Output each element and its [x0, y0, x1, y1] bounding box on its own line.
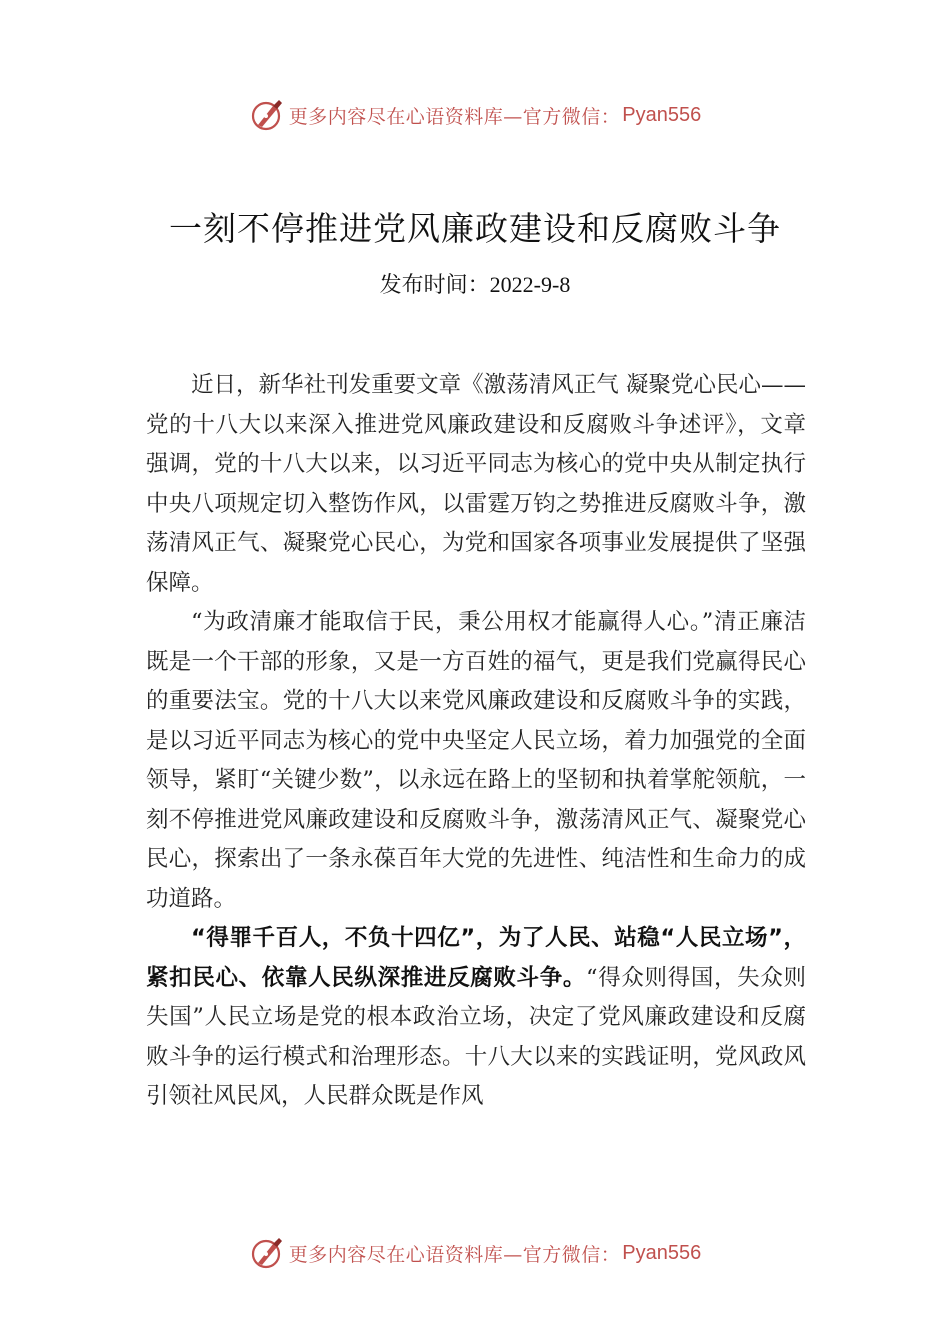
pen-logo-icon [249, 97, 285, 133]
footer-watermark [0, 1233, 950, 1273]
watermark-text: 更多内容尽在心语资料库—官方微信： [288, 1243, 621, 1266]
paragraph-3-text: “得众则得国，失众则失国”人民立场是党的根本政治立场，决定了党风廉政建设和反腐败斗争的运行模式和治理形态。十八大以来的实践证明，党风政风引领社风民风，人民群众既是作风 [146, 964, 806, 1109]
article-body [146, 366, 806, 1117]
pen-logo-icon [249, 1235, 285, 1271]
paragraph-3-bold-lead: “得罪千百人，不负十四亿”，为了人民、站稳“人民立场”，紧扣民心、依靠人民纵深推进反腐败斗争。 [146, 925, 806, 991]
paragraph-1: 近日，新华社刊发重要文章《激荡清风正气 凝聚党心民心——党的十八大以来深入推进党风廉政建设和反腐败斗争述评》，文章强调，党的十八大以来，以习近平同志为核心的党中央从制定执行中央八项规定切入整饬作风，以雷霆万钧之势推进反腐败斗争，激荡清风正气、凝聚党心民心，为党和国家各项事业发展提供了坚强保障。 [146, 372, 806, 596]
watermark-wechat-id: Pyan556 [622, 1241, 702, 1264]
publish-date-label: 发布时间： [379, 273, 490, 298]
publish-date [0, 268, 950, 299]
watermark-text: 更多内容尽在心语资料库—官方微信： [288, 105, 621, 128]
header-watermark [0, 95, 950, 135]
watermark-wechat-id: Pyan556 [622, 103, 702, 126]
article-title: 一刻不停推进党风廉政建设和反腐败斗争 [169, 209, 781, 248]
publish-date-value: 2022-9-8 [489, 272, 571, 297]
paragraph-2: “为政清廉才能取信于民，秉公用权才能赢得人心。”清正廉洁既是一个干部的形象，又是一方百姓的福气，更是我们党赢得民心的重要法宝。党的十八大以来党风廉政建设和反腐败斗争的实践，是以习近平同志为核心的党中央坚定人民立场，着力加强党的全面领导，紧盯“关键少数”，以永远在路上的坚韧和执着掌舵领航，一刻不停推进党风廉政建设和反腐败斗争，激荡清风正气、凝聚党心民心，探索出了一条永葆百年大党的先进性、纯洁性和生命力的成功道路。 [146, 609, 806, 912]
paragraph-3 [146, 919, 806, 1117]
